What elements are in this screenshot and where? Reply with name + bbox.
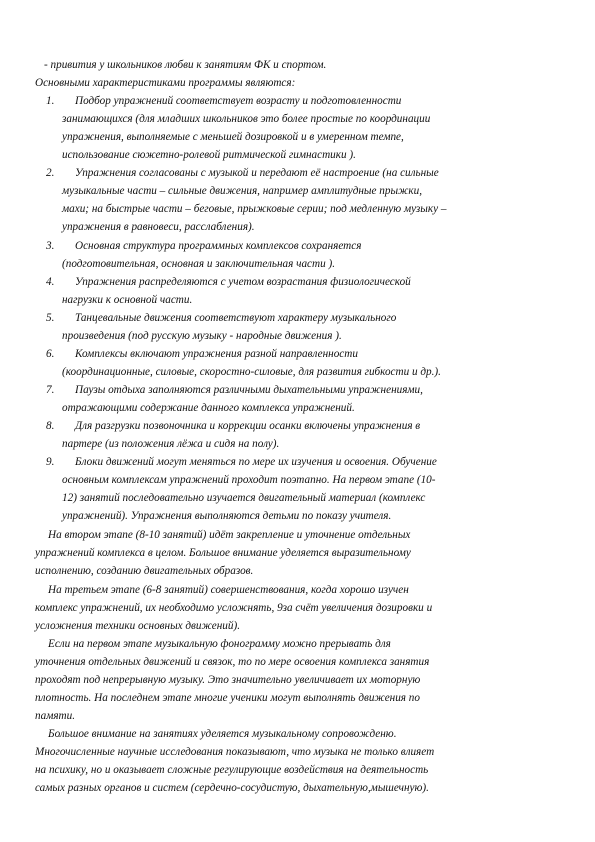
intro-line: - привития у школьников любви к занятиям ФК и спортом. bbox=[44, 59, 327, 71]
list-item-text: упражнений). Упражнения выполняются детьми по показу учителя. bbox=[62, 510, 392, 522]
paragraph-line: самых разных органов и систем (сердечно-сосудистую, дыхательную,мышечную). bbox=[35, 782, 429, 794]
list-item-text: 12) занятий последовательно изучается двигательный материал (комплекс bbox=[62, 492, 426, 504]
paragraph-line: исполнению, созданию двигательных образов. bbox=[35, 565, 254, 577]
list-item-number: 2. bbox=[46, 167, 55, 179]
list-item-text: музыкальные части – сильные движения, например амплитудные прыжки, bbox=[62, 185, 423, 197]
list-item-text: нагрузки к основной части. bbox=[62, 294, 193, 306]
list-item-text: произведения (под русскую музыку - народные движения ). bbox=[62, 330, 342, 342]
paragraph-line: уточнения отдельных движений и связок, то по мере освоения комплекса занятия bbox=[35, 656, 430, 668]
intro-heading: Основными характеристиками программы являются: bbox=[35, 77, 296, 89]
paragraph-line: Многочисленные научные исследования показывают, что музыка не только влияет bbox=[35, 746, 435, 758]
list-item-text: использование сюжетно-ролевой ритмической гимнастики ). bbox=[62, 149, 356, 161]
paragraph-line: проходят под непрерывную музыку. Это значительно увеличивает их моторную bbox=[35, 674, 421, 686]
list-item-text: Упражнения распределяются с учетом возрастания физиологической bbox=[75, 276, 411, 288]
list-item-text: Упражнения согласованы с музыкой и передают её настроение (на сильные bbox=[75, 167, 439, 179]
list-item-text: занимающихся (для младших школьников это более простые по координации bbox=[62, 113, 431, 125]
list-item-text: партере (из положения лёжа и сидя на полу). bbox=[62, 438, 280, 450]
paragraph-line: Если на первом этапе музыкальную фонограмму можно прерывать для bbox=[48, 638, 391, 650]
list-item-text: отражающими содержание данного комплекса упражнений. bbox=[62, 402, 355, 414]
list-item-text: Танцевальные движения соответствуют характеру музыкального bbox=[75, 312, 397, 324]
list-item-text: (подготовительная, основная и заключительная части ). bbox=[62, 258, 336, 270]
list-item-text: Основная структура программных комплексов сохраняется bbox=[75, 240, 362, 252]
list-item-number: 1. bbox=[46, 95, 55, 107]
paragraph-line: На третьем этапе (6-8 занятий) совершенствования, когда хорошо изучен bbox=[48, 584, 409, 596]
list-item-number: 4. bbox=[46, 276, 55, 288]
paragraph-line: упражнений комплекса в целом. Большое внимание уделяется выразительному bbox=[35, 547, 411, 559]
list-item-text: Блоки движений могут меняться по мере их изучения и освоения. Обучение bbox=[75, 456, 437, 468]
list-item-text: упражнения в равновеси, расслабления). bbox=[62, 221, 255, 233]
list-item-number: 3. bbox=[46, 240, 55, 252]
list-item-text: Паузы отдыха заполняются различными дыхательными упражнениями, bbox=[75, 384, 423, 396]
list-item-text: Для разгрузки позвоночника и коррекции осанки включены упражнения в bbox=[75, 420, 421, 432]
list-item-text: Подбор упражнений соответствует возрасту и подготовленности bbox=[75, 95, 402, 107]
list-item-text: основным комплексам упражнений проходит поэтапно. На первом этапе (10- bbox=[62, 474, 436, 486]
list-item-number: 7. bbox=[46, 384, 55, 396]
list-item-text: махи; на быстрые части – беговые, прыжковые серии; под медленную музыку – bbox=[62, 203, 447, 215]
list-item-number: 9. bbox=[46, 456, 55, 468]
paragraph-line: плотность. На последнем этапе многие ученики могут выполнять движения по bbox=[35, 692, 420, 704]
paragraph-line: памяти. bbox=[35, 710, 75, 722]
paragraph-line: Большое внимание на занятиях уделяется музыкальному сопровожденю. bbox=[48, 728, 397, 740]
list-item-text: упражнения, выполняемые с меньшей дозировкой и в умеренном темпе, bbox=[62, 131, 404, 143]
paragraph-line: комплекс упражнений, их необходимо усложнять, 9за счёт увеличения дозировки и bbox=[35, 602, 433, 614]
list-item-text: (координационные, силовые, скоростно-силовые, для развития гибкости и др.). bbox=[62, 366, 441, 378]
paragraph-line: На втором этапе (8-10 занятий) идёт закрепление и уточнение отдельных bbox=[48, 529, 411, 541]
list-item-number: 5. bbox=[46, 312, 55, 324]
list-item-number: 6. bbox=[46, 348, 55, 360]
paragraph-line: усложнения техники основных движений). bbox=[35, 620, 240, 632]
list-item-number: 8. bbox=[46, 420, 55, 432]
paragraph-line: на психику, но и оказывает сложные регулирующие воздействия на деятельность bbox=[35, 764, 429, 776]
list-item-text: Комплексы включают упражнения разной направленности bbox=[75, 348, 358, 360]
